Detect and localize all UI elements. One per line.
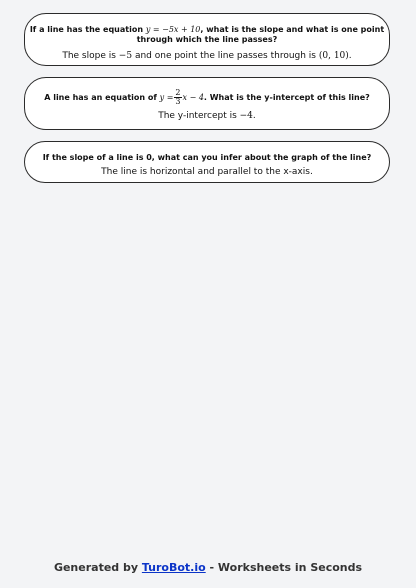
question-1-prefix: If a line has the equation xyxy=(29,25,146,34)
answer-1-suffix: . xyxy=(348,51,352,61)
answer-1-slope: −5 xyxy=(118,51,133,61)
question-text-1 xyxy=(25,25,389,45)
answer-text-1 xyxy=(25,51,389,62)
question-card-1 xyxy=(24,13,390,66)
answer-1-prefix: The slope is xyxy=(62,51,119,61)
answer-1-point: (0, 10) xyxy=(318,51,349,61)
question-2-suffix: . What is the y-intercept of this line? xyxy=(203,93,370,102)
question-1-equation: y = −5x + 10 xyxy=(145,25,201,34)
question-2-prefix: A line has an equation of xyxy=(44,93,160,102)
question-2-fraction xyxy=(174,89,181,106)
footer-suffix: - Worksheets in Seconds xyxy=(205,561,363,574)
footer xyxy=(0,561,416,574)
question-text-2 xyxy=(25,89,389,106)
question-card-3 xyxy=(24,141,390,183)
question-2-equation-rhs: x − 4 xyxy=(182,93,204,102)
question-card-2 xyxy=(24,77,390,130)
answer-text-2 xyxy=(25,111,389,122)
question-text-3: If the slope of a line is 0, what can you infer about the graph of the line? xyxy=(42,153,372,162)
answer-text-3: The line is horizontal and parallel to the x-axis. xyxy=(101,167,313,177)
answer-2-prefix: The y-intercept is xyxy=(158,111,240,121)
footer-prefix: Generated by xyxy=(53,561,142,574)
question-2-equation-lhs: y = xyxy=(159,93,174,102)
fraction-denominator: 3 xyxy=(175,97,181,106)
fraction-numerator: 2 xyxy=(175,88,181,97)
answer-2-suffix: . xyxy=(252,111,256,121)
turobot-link[interactable]: TuroBot.io xyxy=(141,561,206,574)
answer-1-middle: and one point the line passes through is xyxy=(132,51,319,61)
answer-2-intercept: −4 xyxy=(239,111,253,121)
question-1-suffix: , what is the slope and what is one point through which the line passes? xyxy=(136,25,385,44)
